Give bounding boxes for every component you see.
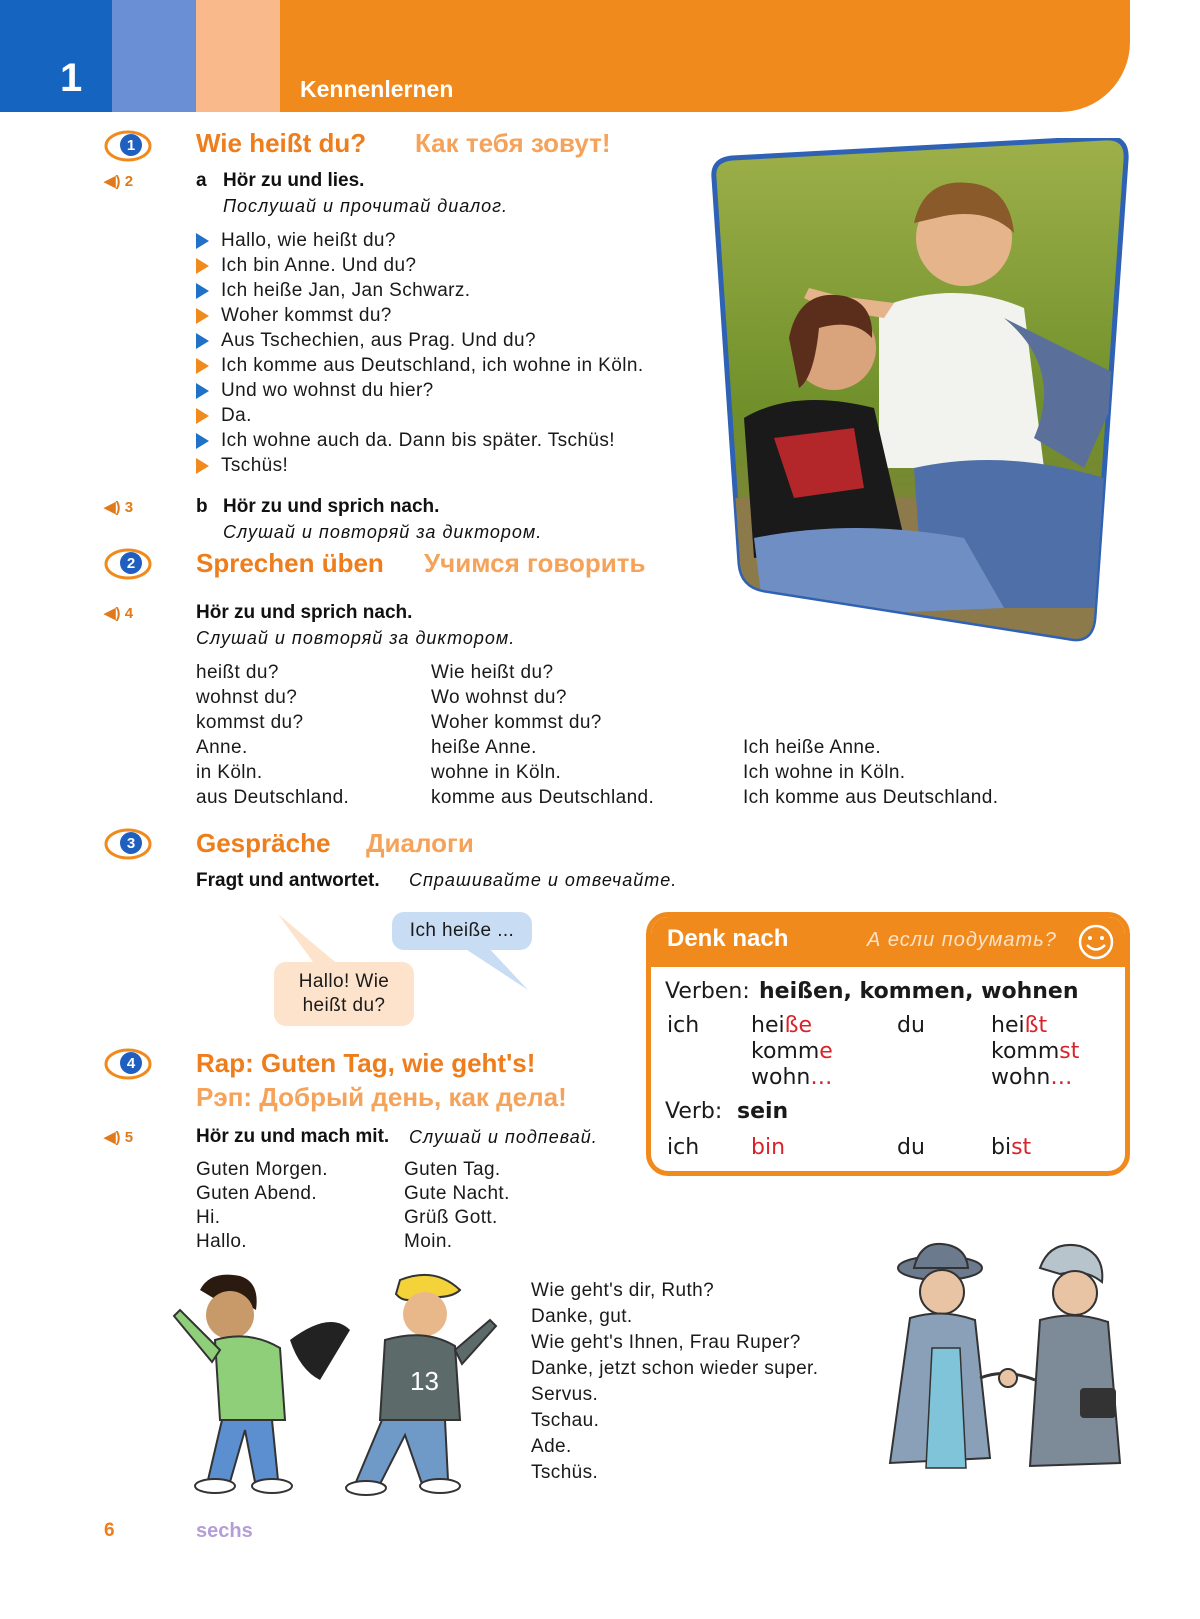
audio-track-4[interactable]: ◀) 4 (104, 605, 134, 622)
list-item: Danke, gut. (531, 1306, 633, 1327)
list-item: wohne in Köln. (431, 762, 562, 783)
ex1b-instruction-de: Hör zu und sprich nach. (223, 496, 440, 517)
teens-photo (704, 138, 1134, 658)
verb-form: wohn… (751, 1065, 833, 1090)
cartoon-elderly-women-illustration (870, 1238, 1130, 1488)
ex4-column-3 (531, 1278, 818, 1486)
svg-text:13: 13 (410, 1366, 439, 1396)
speaker-icon: ◀) (104, 173, 121, 190)
list-item: Wie geht's dir, Ruth? (531, 1280, 715, 1301)
verb-form: heiße (751, 1013, 812, 1038)
dialogue-line: Aus Tschechien, aus Prag. Und du? (196, 328, 696, 353)
denk-nach-title: Denk nach (667, 925, 789, 952)
ex2-column-1 (196, 660, 349, 810)
list-item: Servus. (531, 1384, 599, 1405)
header-blue-band (0, 0, 112, 112)
dialogue-line: Ich komme aus Deutschland, ich wohne in Köln. (196, 353, 696, 378)
list-item: Wo wohnst du? (431, 687, 567, 708)
dialogue-line: Woher kommst du? (196, 303, 696, 328)
bubble-text: Ich heiße ... (409, 920, 515, 941)
pronoun-du: du (897, 1013, 925, 1038)
verbs-label: Verben: (665, 979, 750, 1004)
header-peach-band (196, 0, 280, 112)
ex4-column-1 (196, 1158, 328, 1254)
list-item: Moin. (404, 1231, 453, 1252)
ex1-number: 1 (126, 137, 136, 154)
triangle-bullet-icon (196, 333, 209, 349)
list-item: kommst du? (196, 712, 304, 733)
denk-nach-content (655, 967, 1121, 1167)
verb-form: komme (751, 1039, 833, 1064)
ex1a-instruction-ru: Послушай и прочитай диалог. (223, 196, 509, 216)
list-item: komme aus Deutschland. (431, 787, 655, 808)
list-item: Ich komme aus Deutschland. (743, 787, 999, 808)
ich-sein-form: bin (751, 1135, 786, 1160)
unit-title: Kennenlernen (300, 76, 454, 102)
dialogue-line: Ich wohne auch da. Dann bis später. Tschüs! (196, 428, 696, 453)
cartoon-teens-illustration (160, 1270, 500, 1500)
triangle-bullet-icon (196, 308, 209, 324)
ex4-instruction-de: Hör zu und mach mit. (196, 1126, 390, 1147)
speaker-icon: ◀) (104, 605, 121, 622)
list-item: aus Deutschland. (196, 787, 350, 808)
ex1b-letter: b (196, 496, 208, 517)
exercise-number-badge-icon (104, 1046, 152, 1082)
ex2-column-2 (431, 660, 654, 810)
verb-sein: sein (737, 1099, 789, 1124)
page-number-word: sechs (196, 1520, 253, 1542)
bubble-text: Hallo! Wie heißt du? (298, 971, 390, 1016)
ex1a-letter: a (196, 170, 207, 191)
verb-form: heißt (991, 1013, 1048, 1038)
list-item: Wie heißt du? (431, 662, 554, 683)
ex2-instruction-ru: Слушай и повторяй за диктором. (196, 628, 516, 648)
list-item: Woher kommst du? (431, 712, 602, 733)
audio-track-5[interactable]: ◀) 5 (104, 1129, 134, 1146)
ex1a-instruction-de: Hör zu und lies. (223, 170, 365, 191)
ex1-title-de: Wie heißt du? (196, 128, 367, 158)
triangle-bullet-icon (196, 283, 209, 299)
list-item: Gute Nacht. (404, 1183, 510, 1204)
triangle-bullet-icon (196, 233, 209, 249)
list-item: heißt du? (196, 662, 279, 683)
triangle-bullet-icon (196, 358, 209, 374)
ich-forms (751, 1013, 833, 1091)
ex3-title-ru: Диалоги (366, 828, 474, 858)
ex3-title-de: Gespräche (196, 828, 331, 858)
list-item: heiße Anne. (431, 737, 537, 758)
list-item: Guten Morgen. (196, 1159, 328, 1180)
verb-label: Verb: (665, 1099, 723, 1124)
list-item: Tschau. (531, 1410, 600, 1431)
list-item: Guten Abend. (196, 1183, 318, 1204)
pronoun-ich: ich (667, 1013, 700, 1038)
list-item: Ade. (531, 1436, 572, 1457)
ex3-number: 3 (126, 835, 136, 852)
list-item: Ich wohne in Köln. (743, 762, 906, 783)
triangle-bullet-icon (196, 408, 209, 424)
ex4-title-de: Rap: Guten Tag, wie geht's! (196, 1048, 536, 1078)
du-sein-form: bist (991, 1135, 1032, 1160)
list-item: Anne. (196, 737, 248, 758)
dialogue-line: Hallo, wie heißt du? (196, 228, 696, 253)
verb-form: wohn… (991, 1065, 1073, 1090)
speaker-icon: ◀) (104, 1129, 121, 1146)
triangle-bullet-icon (196, 433, 209, 449)
smiley-icon (1077, 923, 1115, 961)
page-number: 6 (104, 1520, 115, 1541)
list-item: Hallo. (196, 1231, 247, 1252)
speech-bubble-peach (274, 962, 414, 1026)
ex3-instruction-ru: Спрашивайте и отвечайте. (409, 870, 678, 890)
ex2-title-de: Sprechen üben (196, 548, 384, 578)
list-item: Grüß Gott. (404, 1207, 498, 1228)
unit-number: 1 (60, 56, 83, 100)
ex3-instruction-de: Fragt und antwortet. (196, 870, 380, 891)
triangle-bullet-icon (196, 383, 209, 399)
denk-nach-subtitle: А если подумать? (867, 929, 1057, 951)
exercise-number-badge-icon (104, 546, 152, 582)
dialogue-list (196, 228, 696, 478)
ex2-number: 2 (126, 555, 136, 572)
ex2-column-3 (743, 735, 998, 810)
pronoun-du-sein: du (897, 1135, 925, 1160)
ex2-instruction-de: Hör zu und sprich nach. (196, 602, 413, 623)
ex1-title-ru: Как тебя зовут! (415, 128, 611, 158)
ex2-title-ru: Учимся говорить (424, 548, 646, 578)
list-item: Ich heiße Anne. (743, 737, 882, 758)
dialogue-line: Da. (196, 403, 696, 428)
du-forms (991, 1013, 1079, 1091)
audio-track-2[interactable]: ◀) 2 (104, 173, 134, 190)
triangle-bullet-icon (196, 258, 209, 274)
verb-form: kommst (991, 1039, 1080, 1064)
list-item: Guten Tag. (404, 1159, 501, 1180)
header-lightblue-band (112, 0, 196, 112)
dialogue-line: Ich bin Anne. Und du? (196, 253, 696, 278)
speaker-icon: ◀) (104, 499, 121, 516)
ex4-title-ru: Рэп: Добрый день, как дела! (196, 1082, 567, 1112)
list-item: in Köln. (196, 762, 263, 783)
ex4-instruction-ru: Слушай и подпевай. (409, 1127, 598, 1147)
exercise-number-badge-icon (104, 128, 152, 164)
list-item: Wie geht's Ihnen, Frau Ruper? (531, 1332, 801, 1353)
list-item: Danke, jetzt schon wieder super. (531, 1358, 819, 1379)
dialogue-line: Tschüs! (196, 453, 696, 478)
denk-nach-box (646, 912, 1130, 1176)
pronoun-ich-sein: ich (667, 1135, 700, 1160)
ex4-column-2 (404, 1158, 510, 1254)
speech-bubble-blue (392, 912, 532, 950)
list-item: Hi. (196, 1207, 221, 1228)
dialogue-line: Ich heiße Jan, Jan Schwarz. (196, 278, 696, 303)
list-item: Tschüs. (531, 1462, 599, 1483)
dialogue-line: Und wo wohnst du hier? (196, 378, 696, 403)
ex4-number: 4 (126, 1055, 136, 1072)
list-item: wohnst du? (196, 687, 298, 708)
audio-track-3[interactable]: ◀) 3 (104, 499, 134, 516)
exercise-number-badge-icon (104, 826, 152, 862)
triangle-bullet-icon (196, 458, 209, 474)
verbs-list: heißen, kommen, wohnen (759, 979, 1079, 1004)
ex1b-instruction-ru: Слушай и повторяй за диктором. (223, 522, 543, 542)
